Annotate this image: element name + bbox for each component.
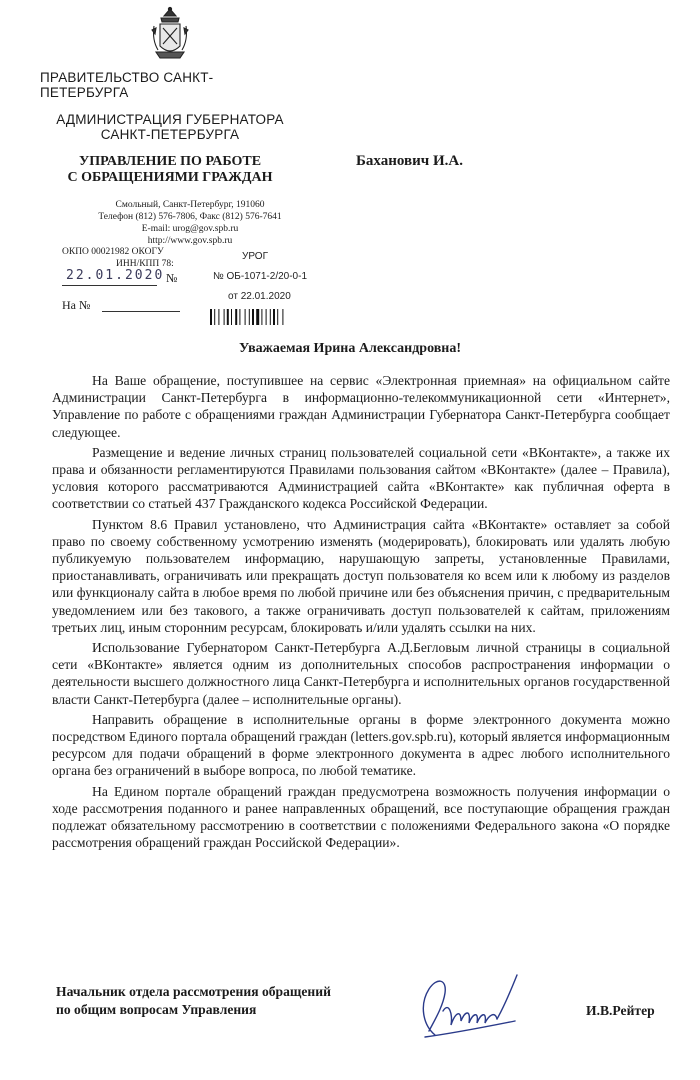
reply-to-number-line (102, 311, 180, 312)
stamp-number: № ОБ-1071-2/20-0-1 (213, 271, 307, 282)
barcode-icon (210, 309, 302, 325)
paragraph: Направить обращение в исполнительные органы в форме электронного документа можно посредством Единого портала обращений граждан (letters.gov.spb.ru), который является информационным ресурсом для подачи обращений в форме электронного документа в адрес любого исполнительного органа без ограничений в выборе вопроса, по любой тематике. (52, 711, 670, 779)
outgoing-date: 22.01.2020 (66, 268, 165, 283)
inn-kpp: ИНН/КПП 78: (116, 259, 174, 269)
signatory-position-line1: Начальник отдела рассмотрения обращений (56, 984, 331, 999)
admin-title-line2: САНКТ-ПЕТЕРБУРГА (100, 127, 240, 142)
recipient-name: Баханович И.А. (356, 153, 463, 169)
phone-fax: Телефон (812) 576-7806, Факс (812) 576-7641 (98, 212, 282, 222)
admin-title-line1: АДМИНИСТРАЦИЯ ГУБЕРНАТОРА (56, 112, 284, 127)
address: Смольный, Санкт-Петербург, 191060 (115, 200, 265, 210)
paragraph: Пунктом 8.6 Правил установлено, что Администрация сайта «ВКонтакте» оставляет за собой право по своему собственному усмотрению изменять (модерировать), блокировать или удалять любую публикуемую пользователем информацию, нарушающую запреты, установленные Правилами, приостанавливать, ограничивать или прекращать доступ пользователя ко всем или к любому из разделов или функционалу сайта в любое время по любой причине или без объяснения причин, с предварительным уведомлением или без такового, а также ограничивать доступ пользователей к сайтам, приложениям третьих лиц, иным сторонним ресурсам, блокировать и/или удалять ссылки на них. (52, 516, 670, 635)
signatory-name: И.В.Рейтер (586, 1003, 655, 1018)
paragraph: На Ваше обращение, поступившее на сервис «Электронная приемная» на официальном сайте Администрации Санкт-Петербурга в информационно-телекоммуникационной сети «Интернет», Управление по работе с обращениями граждан Администрации Губернатора Санкт-Петербурга сообщает следующее. (52, 373, 670, 440)
handwritten-signature-icon (405, 965, 545, 1045)
paragraph: Размещение и ведение личных страниц пользователей социальной сети «ВКонтакте», а также их права и обязанности регламентируются Правилами пользования сайтом «ВКонтакте» (далее – Правила), условия которого рассматриваются Администрацией сайта «ВКонтакте» как публичная оферта в соответствии со статьей 437 Гражданского кодекса Российской Федерации. (52, 444, 670, 512)
okpo-code: ОКПО 00021982 ОКОГУ (62, 247, 164, 257)
stamp-date: от 22.01.2020 (228, 291, 291, 302)
reply-to-number-label: На № (62, 298, 91, 312)
department-title-line2: С ОБРАЩЕНИЯМИ ГРАЖДАН (67, 170, 273, 185)
greeting: Уважаемая Ирина Александровна! (238, 341, 462, 356)
government-title: ПРАВИТЕЛЬСТВО САНКТ-ПЕТЕРБУРГА (40, 70, 214, 100)
letter-body (52, 372, 670, 854)
department-title-line1: УПРАВЛЕНИЕ ПО РАБОТЕ (78, 154, 262, 169)
coat-of-arms-icon (150, 6, 190, 64)
stamp-org: УРОГ (242, 251, 268, 262)
paragraph: Использование Губернатором Санкт-Петербурга А.Д.Бегловым личной страницы в социальной сети «ВКонтакте» является одним из дополнительных способов распространения информации о деятельности высшего должностного лица Санкт-Петербурга и исполнительных органов государственной власти Санкт-Петербурга (далее – исполнительные органы). (52, 640, 670, 707)
website: http://www.gov.spb.ru (147, 236, 233, 246)
signatory-position-line2: по общим вопросам Управления (56, 1002, 257, 1017)
number-sign: № (166, 271, 178, 285)
paragraph: На Едином портале обращений граждан предусмотрена возможность получения информации о ходе рассмотрения поданного и ранее направленных обращений, все поступающие обращения граждан подлежат обязательному рассмотрению в соответствии с положениями Федерального закона «О порядке рассмотрения обращений граждан Российской Федерации». (52, 783, 670, 851)
date-line (62, 268, 165, 286)
email: E-mail: urog@gov.spb.ru (141, 224, 239, 234)
